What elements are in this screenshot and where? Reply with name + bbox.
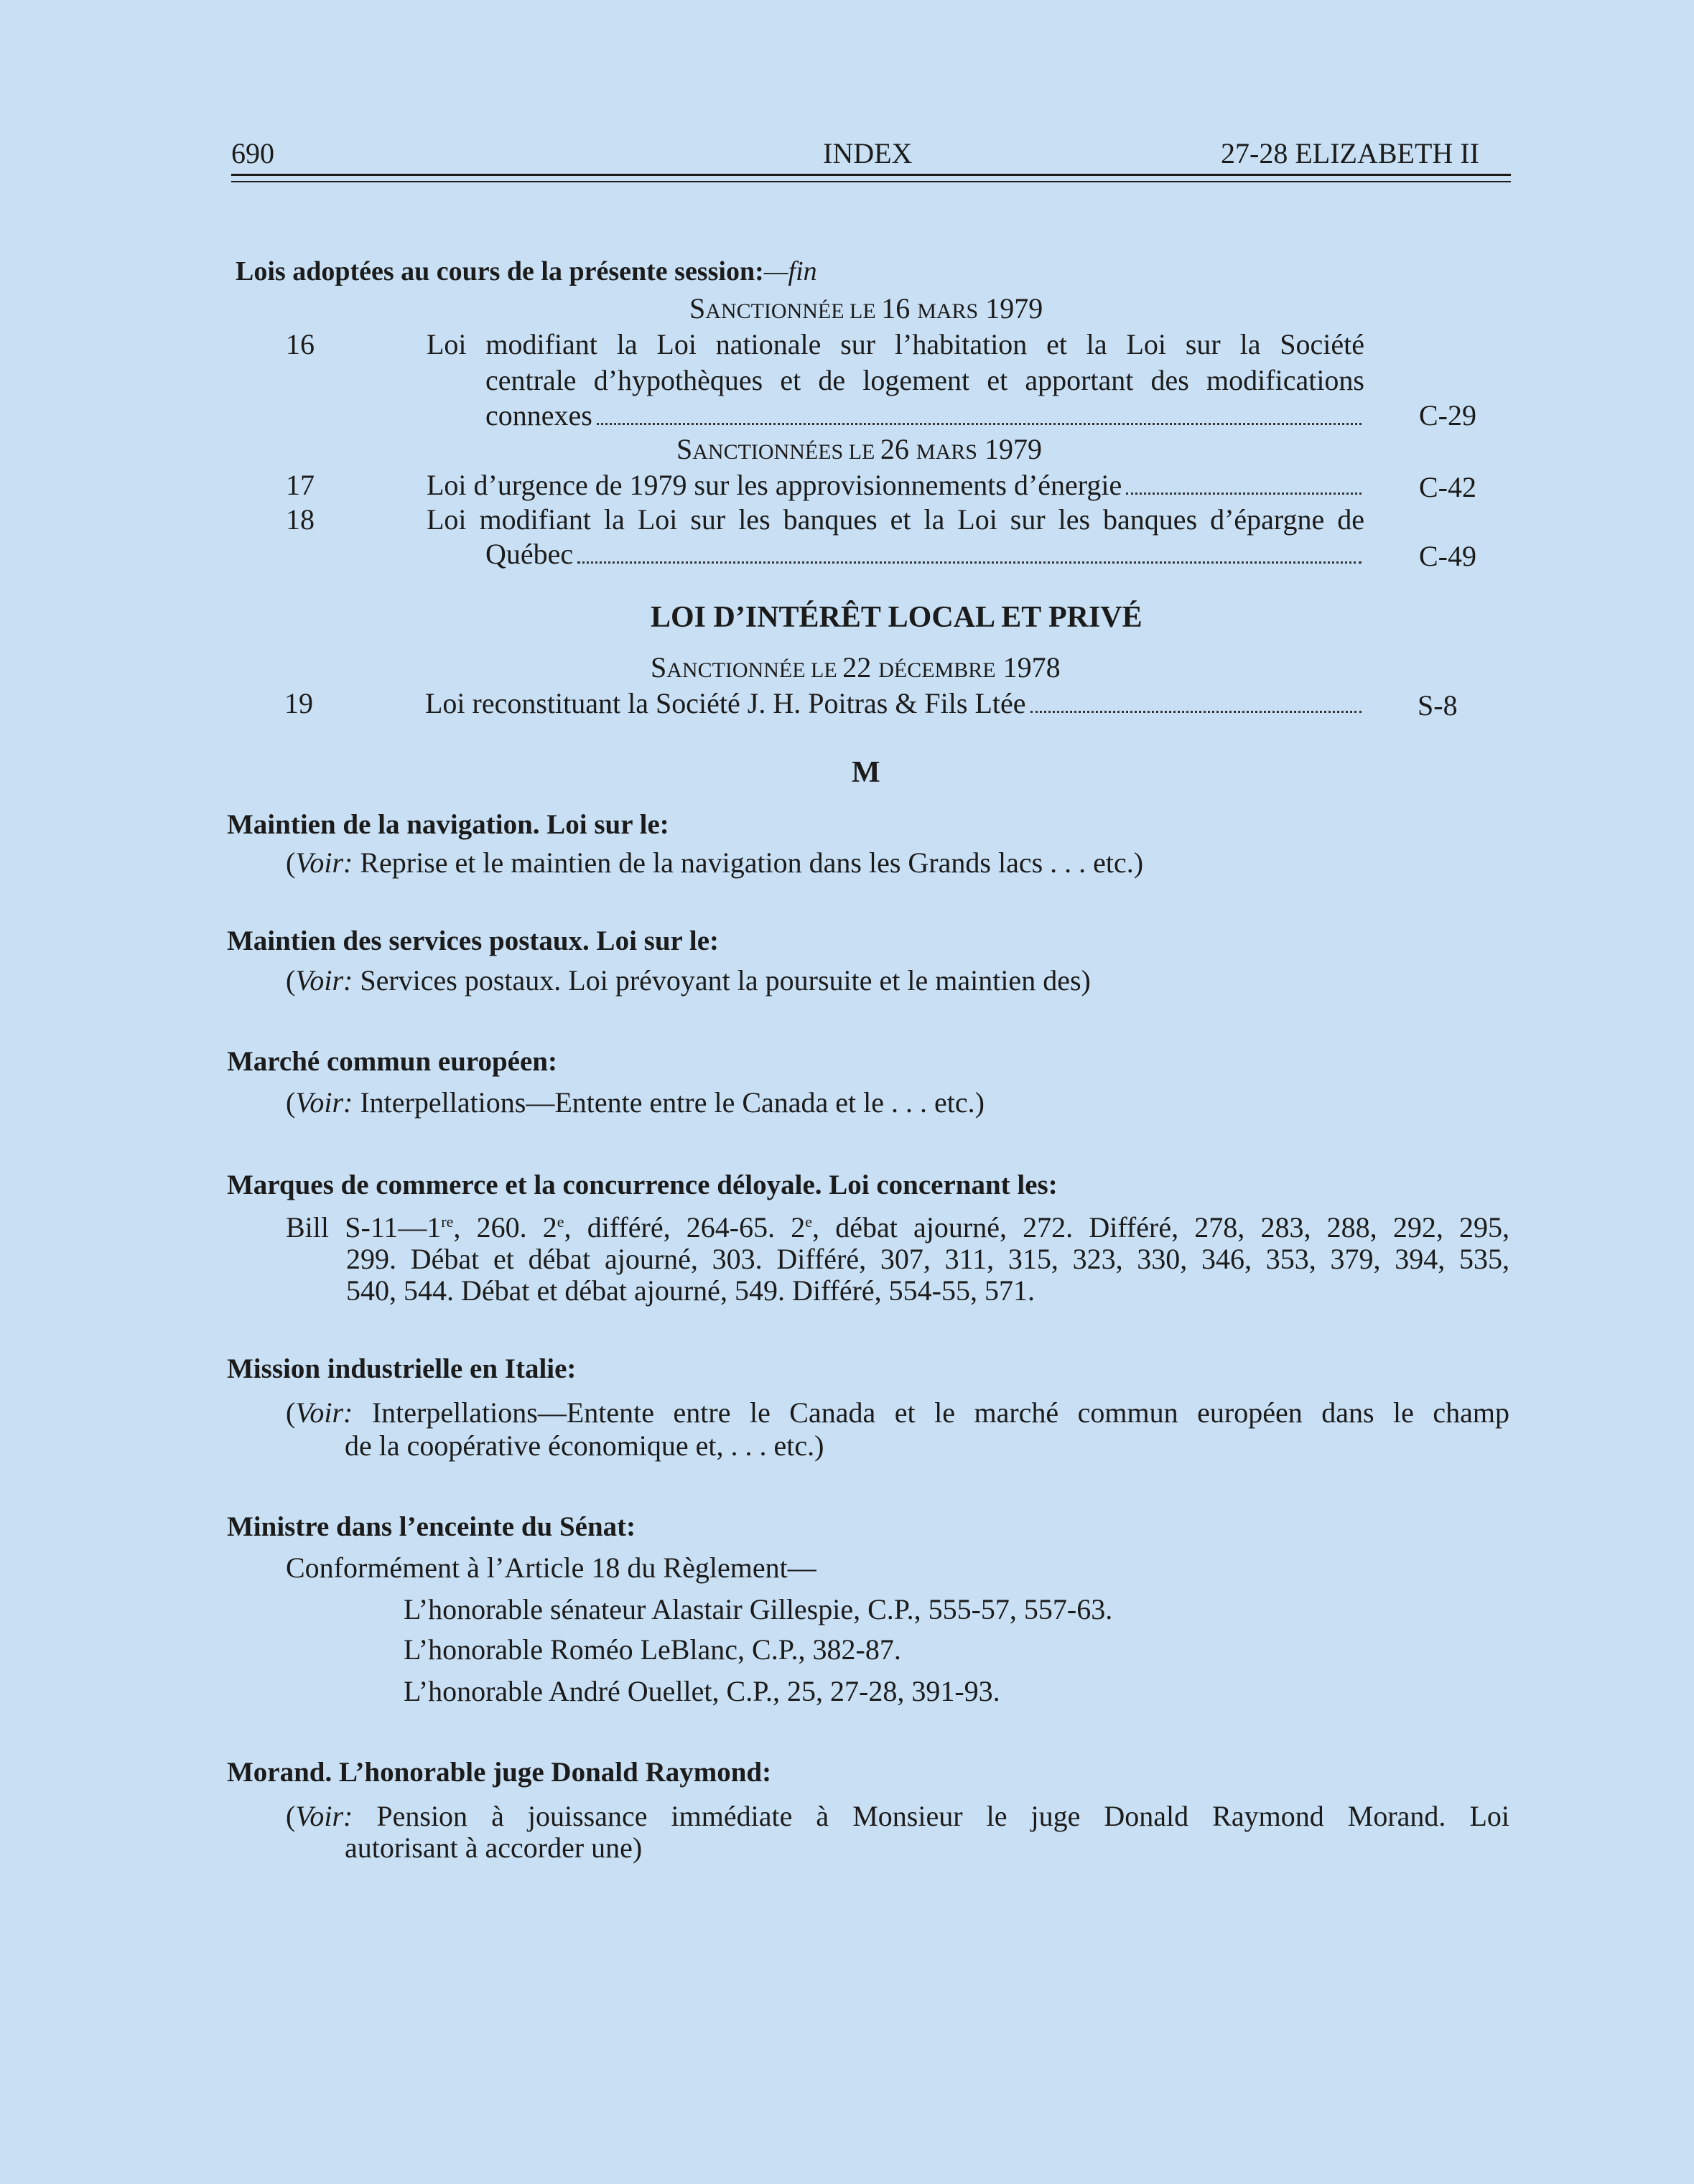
- sc-year: 1978: [995, 651, 1061, 683]
- bill-number-19: 19: [284, 687, 313, 719]
- bill-code-18: C-49: [1419, 540, 1476, 572]
- bill-19-text: Loi reconstituant la Société J. H. Poitras & Fils Ltée: [425, 687, 1026, 719]
- bill-16-line3: [485, 398, 1364, 432]
- bill-19-line: [425, 686, 1364, 720]
- sanction-heading-1: [689, 291, 1043, 325]
- sc-month: MARS: [916, 440, 977, 464]
- marques-part: , différé, 264-65. 2: [564, 1211, 806, 1243]
- voir-label: Voir:: [295, 1086, 353, 1119]
- header-rule-top: [231, 174, 1511, 176]
- voir-label: Voir:: [295, 964, 353, 997]
- bill-code-17: C-42: [1419, 471, 1476, 503]
- bill-18-line2-text: Québec: [485, 538, 574, 570]
- ministre-item: L’honorable Roméo LeBlanc, C.P., 382-87.: [404, 1633, 901, 1666]
- entry-navigation-ref: (Voir: Reprise et le maintien de la navigation dans les Grands lacs . . . etc.): [286, 846, 1144, 879]
- entry-navigation-heading: Maintien de la navigation. Loi sur le:: [227, 809, 669, 840]
- entry-navigation-text: Reprise et le maintien de la navigation dans les Grands lacs . . . etc.): [353, 846, 1144, 879]
- entry-marche-ref: (Voir: Interpellations—Entente entre le Canada et le . . . etc.): [286, 1086, 985, 1119]
- bill-code-19: S-8: [1418, 689, 1458, 722]
- ministre-item: L’honorable sénateur Alastair Gillespie, C.P., 555-57, 557-63.: [404, 1593, 1113, 1625]
- page-title: INDEX: [823, 137, 913, 169]
- bill-16-line3-text: connexes: [485, 399, 592, 431]
- dot-leader: [1030, 710, 1362, 713]
- entry-marche-text: Interpellations—Entente entre le Canada et le . . . etc.): [353, 1086, 985, 1119]
- sanction-heading-3: [651, 650, 1061, 684]
- sc-cap: S: [676, 433, 693, 465]
- bill-number-18: 18: [286, 503, 315, 536]
- sc-small: ANCTIONNÉES LE: [692, 440, 880, 464]
- bill-17-text: Loi d’urgence de 1979 sur les approvisionnements d’énergie: [427, 469, 1122, 501]
- voir-label: Voir:: [295, 1800, 353, 1832]
- ordinal-sup: e: [557, 1213, 564, 1231]
- sc-cap: S: [651, 651, 667, 683]
- sc-small: ANCTIONNÉE LE: [666, 658, 843, 682]
- entry-ministre-sub: Conformément à l’Article 18 du Règlement—: [286, 1551, 816, 1584]
- sc-month: MARS: [917, 299, 979, 323]
- bill-18-line1: Loi modifiant la Loi sur les banques et la Loi sur les banques d’épargne de: [427, 503, 1364, 536]
- marques-part: , 260. 2: [453, 1211, 557, 1243]
- bill-number-17: 17: [286, 469, 315, 501]
- lois-heading-fin: —fin: [763, 256, 817, 286]
- entry-mission-heading: Mission industrielle en Italie:: [227, 1353, 577, 1384]
- voir-label: Voir:: [295, 1396, 353, 1429]
- lois-heading-text: Lois adoptées au cours de la présente session:: [236, 256, 764, 286]
- marques-part: , débat ajourné, 272. Différé, 278, 283, 288, 292, 295,: [812, 1211, 1509, 1243]
- sc-num: 16: [881, 292, 918, 325]
- entry-marques-heading: Marques de commerce et la concurrence déloyale. Loi concernant les:: [227, 1170, 1058, 1200]
- regnal-year: 27-28 ELIZABETH II: [1221, 137, 1479, 169]
- sc-num: 22: [842, 651, 879, 683]
- sanction-heading-2: [676, 432, 1042, 466]
- entry-morand-line1: (Voir: Pension à jouissance immédiate à Monsieur le juge Donald Raymond Morand. Loi: [286, 1800, 1509, 1832]
- dot-leader: [1126, 492, 1362, 495]
- entry-morand-line2: autorisant à accorder une): [345, 1831, 643, 1864]
- lois-heading: [236, 256, 817, 287]
- bill-number-16: 16: [286, 328, 315, 360]
- entry-postaux-text: Services postaux. Loi prévoyant la poursuite et le maintien des): [353, 964, 1091, 997]
- entry-morand-heading: Morand. L’honorable juge Donald Raymond:: [227, 1757, 772, 1788]
- local-private-heading: LOI D’INTÉRÊT LOCAL ET PRIVÉ: [651, 601, 1142, 634]
- entry-ministre-heading: Ministre dans l’enceinte du Sénat:: [227, 1511, 636, 1542]
- ordinal-sup: re: [441, 1213, 454, 1231]
- sc-month: DÉCEMBRE: [878, 658, 996, 682]
- bill-16-line1: Loi modifiant la Loi nationale sur l’habitation et la Loi sur la Société: [427, 328, 1364, 360]
- bill-17-line: [427, 468, 1364, 502]
- letter-heading: M: [852, 756, 880, 789]
- entry-marques-line1: [286, 1210, 1509, 1244]
- bill-18-line2: [485, 537, 1364, 571]
- sc-small: ANCTIONNÉE LE: [705, 299, 882, 323]
- voir-label: Voir:: [295, 846, 353, 879]
- dot-leader: [597, 422, 1362, 425]
- sc-cap: S: [689, 292, 706, 325]
- entry-marques-line2: 299. Débat et débat ajourné, 303. Différé, 307, 311, 315, 323, 330, 346, 353, 379, 394, 535,: [346, 1243, 1509, 1275]
- ordinal-sup: e: [805, 1213, 813, 1231]
- sc-year: 1979: [978, 292, 1043, 325]
- entry-marche-heading: Marché commun européen:: [227, 1046, 557, 1077]
- bill-code-16: C-29: [1419, 399, 1476, 431]
- sc-year: 1979: [977, 433, 1042, 465]
- entry-morand-text1: Pension à jouissance immédiate à Monsieur le juge Donald Raymond Morand. Loi: [376, 1800, 1509, 1832]
- header-rule-bottom: [231, 181, 1511, 182]
- ministre-item: L’honorable André Ouellet, C.P., 25, 27-28, 391-93.: [404, 1675, 1000, 1707]
- entry-postaux-ref: (Voir: Services postaux. Loi prévoyant la poursuite et le maintien des): [286, 964, 1091, 997]
- page-number: 690: [231, 137, 274, 169]
- entry-postaux-heading: Maintien des services postaux. Loi sur le:: [227, 925, 720, 956]
- entry-marques-line3: 540, 544. Débat et débat ajourné, 549. Différé, 554-55, 571.: [346, 1274, 1036, 1307]
- bill-16-line2: centrale d’hypothèques et de logement et apportant des modifications: [485, 364, 1364, 396]
- dot-leader: [577, 561, 1362, 564]
- entry-mission-line1: (Voir: Interpellations—Entente entre le Canada et le marché commun européen dans le champ: [286, 1396, 1509, 1429]
- marques-part: Bill S-11—1: [286, 1211, 442, 1243]
- sc-num: 26: [880, 433, 916, 465]
- entry-mission-line2: de la coopérative économique et, . . . etc.): [345, 1429, 824, 1462]
- entry-mission-text1: Interpellations—Entente entre le Canada et le marché commun européen dans le champ: [353, 1396, 1509, 1429]
